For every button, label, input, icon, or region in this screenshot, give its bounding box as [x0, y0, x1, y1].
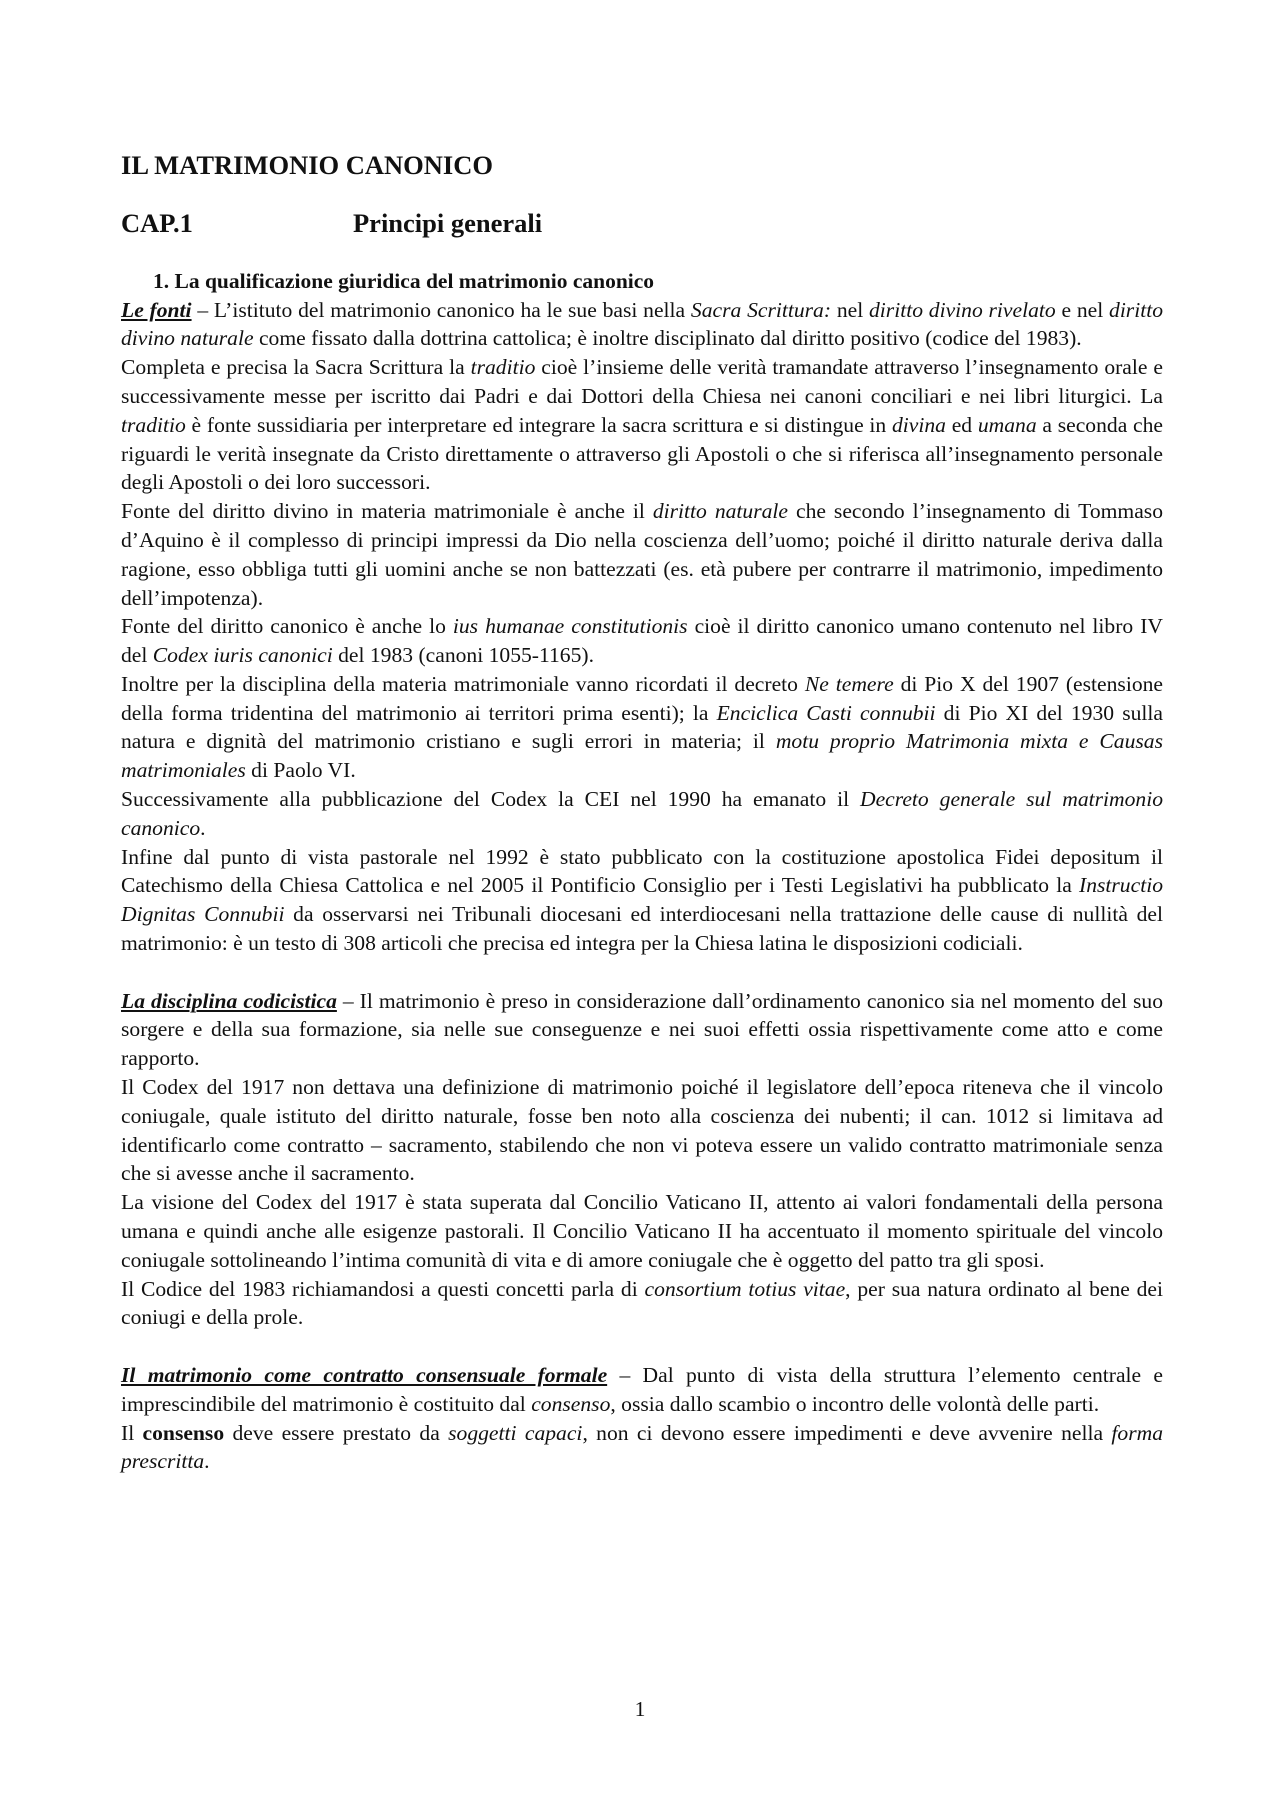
paragraph-pastorale: Infine dal punto di vista pastorale nel 1992 è stato pubblicato con la costituzione apostolica Fidei depositum il Catechismo della Chiesa Cattolica e nel 2005 il Pontificio Consiglio per i Testi Legislativi ha pubblicato la Instructio Dignitas Connubii da osservarsi nei Tribunali diocesani ed interdiocesani nella trattazione delle cause di nullità del matrimonio: è un testo di 308 articoli che precisa ed integra per la Chiesa latina le disposizioni codiciali.: [121, 844, 1163, 956]
label-le-fonti: Le fonti: [121, 297, 192, 322]
page-number: 1: [634, 1697, 646, 1721]
document-page: [121, 150, 1163, 1476]
section-heading: 1. La qualificazione giuridica del matrimonio canonico: [153, 268, 655, 293]
paragraph-disciplina-materia: Inoltre per la disciplina della materia matrimoniale vanno ricordati il decreto Ne temere di Pio X del 1907 (estensione della forma tridentina del matrimonio ai territori prima esenti); la Enciclica Casti connubii di Pio XI del 1930 sulla natura e dignità del matrimonio cristiano e sugli errori in materia; il motu proprio Matrimonia mixta e Causas matrimoniales di Paolo VI.: [121, 671, 1164, 783]
paragraph-le-fonti: Le fonti – L’istituto del matrimonio canonico ha le sue basi nella Sacra Scrittura: nel diritto divino rivelato e nel diritto divino naturale come fissato dalla dottrina cattolica; è inoltre disciplinato dal diritto positivo (codice del 1983).: [121, 297, 1164, 351]
chapter-number: CAP.1: [121, 207, 193, 238]
paragraph-diritto-naturale: Fonte del diritto divino in materia matrimoniale è anche il diritto naturale che secondo l’insegnamento di Tommaso d’Aquino è il complesso di principi impressi da Dio nella coscienza dell’uomo; poiché il diritto naturale deriva dalla ragione, esso obbliga tutti gli uomini anche se non battezzati (es. età pubere per contrarre il matrimonio, impedimento dell’impotenza).: [121, 499, 1163, 610]
paragraph-disciplina-codicistica: La disciplina codicistica – Il matrimonio è preso in considerazione dall’ordinamento canonico sia nel momento del suo sorgere e della sua formazione, sia nelle sue conseguenze e nei suoi effetti ossia rispettivamente come atto e come rapporto.: [121, 988, 1164, 1071]
label-disciplina-codicistica: La disciplina codicistica: [121, 988, 337, 1013]
paragraph-codex-1917: Il Codex del 1917 non dettava una definizione di matrimonio poiché il legislatore dell’epoca riteneva che il vincolo coniugale, quale istituto del diritto naturale, fosse ben noto alla coscienza dei nubenti; il can. 1012 si limitava ad identificarlo come contratto – sacramento, stabilendo che non vi poteva essere un valido contratto matrimoniale senza che si avesse anche il sacramento.: [121, 1075, 1163, 1186]
paragraph-ius-humanae: Fonte del diritto canonico è anche lo ius humanae constitutionis cioè il diritto canonico umano contenuto nel libro IV del Codex iuris canonici del 1983 (canoni 1055-1165).: [121, 614, 1163, 668]
label-contratto-consensuale: Il matrimonio come contratto consensuale formale: [121, 1363, 608, 1388]
paragraph-consenso: Il consenso deve essere prestato da soggetti capaci, non ci devono essere impedimenti e deve avvenire nella forma prescritta.: [121, 1420, 1163, 1474]
paragraph-gap: [121, 958, 1163, 987]
paragraph-vaticano-ii: La visione del Codex del 1917 è stata superata dal Concilio Vaticano II, attento ai valori fondamentali della persona umana e quindi anche alle esigenze pastorali. Il Concilio Vaticano II ha accentuato il momento spirituale del vincolo coniugale sottolineando l’intima comunità di vita e di amore coniugale che è oggetto del patto tra gli sposi.: [121, 1190, 1163, 1272]
body-text: [121, 296, 1163, 1477]
chapter-heading: [121, 208, 1163, 240]
paragraph-gap: [121, 1332, 1163, 1361]
paragraph-contratto-consensuale: Il matrimonio come contratto consensuale formale – Dal punto di vista della struttura l’elemento centrale e imprescindibile del matrimonio è costituito dal consenso, ossia dallo scambio o incontro delle volontà delle parti.: [121, 1363, 1163, 1416]
document-title: IL MATRIMONIO CANONICO: [121, 150, 493, 180]
paragraph-cei: Successivamente alla pubblicazione del Codex la CEI nel 1990 ha emanato il Decreto generale sul matrimonio canonico.: [121, 787, 1163, 840]
paragraph-traditio: Completa e precisa la Sacra Scrittura la traditio cioè l’insieme delle verità tramandate attraverso l’insegnamento orale e successivamente messe per iscritto dai Padri e dai Dottori della Chiesa nei canoni conciliari e nei libri liturgici. La traditio è fonte sussidiaria per interpretare ed integrare la sacra scrittura e si distingue in divina ed umana a seconda che riguardi le verità insegnate da Cristo direttamente o attraverso gli Apostoli o che si riferisca all’insegnamento personale degli Apostoli o dei loro successori.: [121, 355, 1164, 495]
chapter-title: Principi generali: [353, 207, 543, 238]
paragraph-codice-1983: Il Codice del 1983 richiamandosi a questi concetti parla di consortium totius vitae, per sua natura ordinato al bene dei coniugi e della prole.: [121, 1276, 1163, 1330]
